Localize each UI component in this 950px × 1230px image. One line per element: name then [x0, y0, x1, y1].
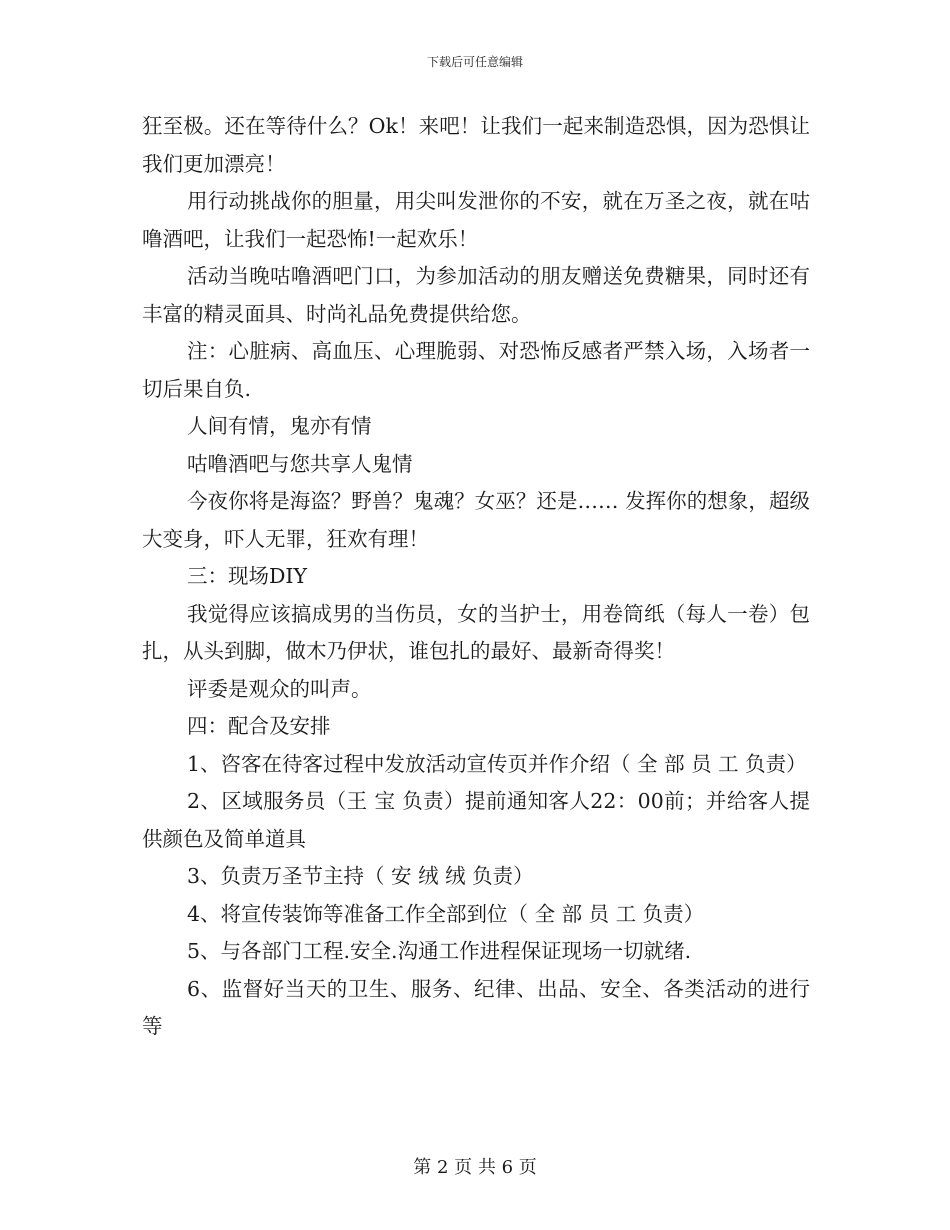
list-item: 3、负责万圣节主持（ 安 绒 绒 负责）	[187, 864, 534, 888]
list-item: 5、与各部门工程.安全.沟通工作进程保证现场一切就绪.	[187, 939, 692, 963]
header-note: 下载后可任意编辑	[426, 55, 523, 69]
paragraph: 狂至极。还在等待什么？Ok！来吧！让我们一起来制造恐惧，因为恐惧让我们更加漂亮！	[142, 114, 810, 176]
list-item: 6、监督好当天的卫生、服务、纪律、出品、安全、各类活动的进行等	[142, 976, 810, 1038]
paragraph: 活动当晚咕噜酒吧门口，为参加活动的朋友赠送免费糖果，同时还有丰富的精灵面具、时尚礼品免费提供给您。	[142, 264, 810, 326]
list-item: 2、区域服务员（王 宝 负责）提前通知客人22：00前；并给客人提供颜色及简单道具	[142, 789, 810, 851]
page-number: 第 2 页 共 6 页	[413, 1157, 537, 1178]
paragraph: 人间有情，鬼亦有情	[187, 414, 372, 438]
paragraph: 用行动挑战你的胆量，用尖叫发泄你的不安，就在万圣之夜，就在咕噜酒吧，让我们一起恐怖!一起欢乐！	[142, 189, 810, 251]
list-item: 1、咨客在待客过程中发放活动宣传页并作介绍（ 全 部 员 工 负责）	[187, 751, 807, 776]
document-body	[142, 108, 810, 1046]
paragraph: 我觉得应该搞成男的当伤员，女的当护士，用卷筒纸（每人一卷）包扎，从头到脚，做木乃伊状，谁包扎的最好、最新奇得奖！	[142, 601, 810, 663]
section-heading: 四：配合及安排	[187, 714, 331, 738]
paragraph: 注：心脏病、高血压、心理脆弱、对恐怖反感者严禁入场，入场者一切后果自负.	[142, 339, 810, 401]
paragraph: 咕噜酒吧与您共享人鬼情	[187, 451, 413, 476]
list-item: 4、将宣传装饰等准备工作全部到位（ 全 部 员 工 负责）	[187, 901, 705, 926]
section-heading: 三：现场DIY	[187, 564, 308, 588]
paragraph: 今夜你将是海盗？野兽？鬼魂？女巫？还是…… 发挥你的想象，超级大变身，吓人无罪，狂欢有理！	[142, 489, 810, 551]
paragraph: 评委是观众的叫声。	[187, 676, 372, 701]
